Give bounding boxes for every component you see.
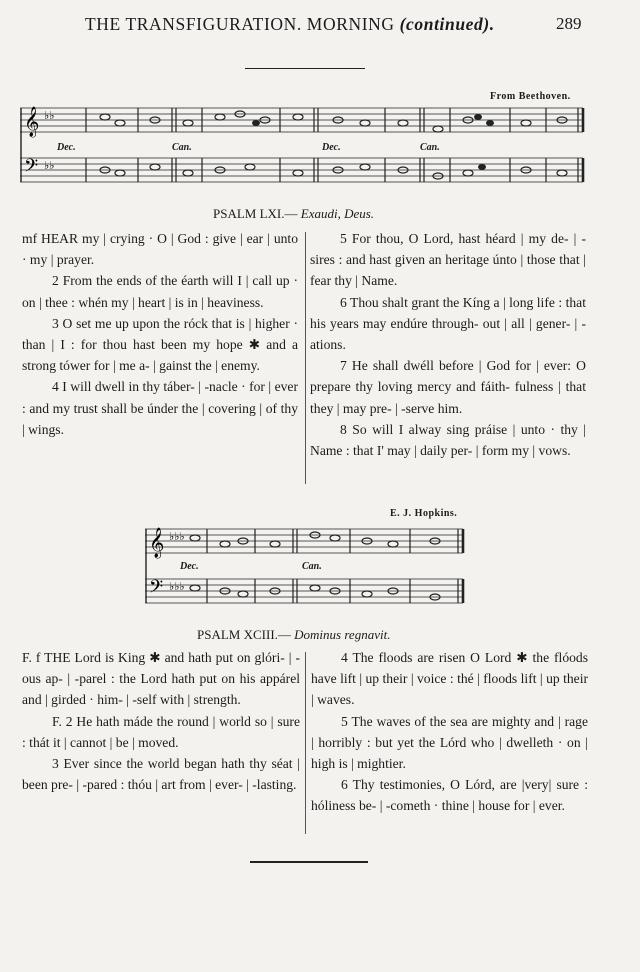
verse: 6 Thy testimonies, O Lórd, are |very| sure : hóliness be- | -cometh · thine | house for | ever. — [311, 777, 588, 814]
header-rule — [245, 68, 365, 69]
chant1-label-3: Dec. — [322, 142, 341, 153]
psalm61-left-column — [22, 228, 298, 440]
verse: 7 He shall dwéll before | God for | ever: O prepare thy loving mercy and fáith- fulness | that they | may pre- | -serve him. — [310, 358, 586, 416]
svg-text:♭♭♭: ♭♭♭ — [169, 530, 185, 543]
verse: F. 2 He hath máde the round | world so | sure : thát it | cannot | be | moved. — [22, 713, 300, 750]
verse: 3 O set me up upon the róck that is | higher · than | I : for thou hast been my hope ✱ and a strong tówer for | me a- | gainst the | enemy. — [22, 315, 298, 374]
chant1-label-4: Can. — [420, 142, 440, 153]
running-header: THE TRANSFIGURATION. MORNING (continued). — [85, 14, 495, 34]
svg-text:♭♭: ♭♭ — [44, 109, 55, 122]
psalm93-left-column — [22, 647, 300, 795]
chant2-label-1: Dec. — [180, 561, 199, 572]
page-number: 289 — [556, 14, 582, 33]
verse: 4 The floods are risen O Lord ✱ the flóods have lift | up their | voice : thé | floods lift | up their | waves. — [311, 650, 588, 708]
svg-text:♭♭: ♭♭ — [44, 159, 55, 172]
svg-text:𝄢: 𝄢 — [24, 156, 39, 181]
svg-text:𝄞: 𝄞 — [24, 107, 40, 137]
chant2-attribution: E. J. Hopkins. — [390, 508, 458, 519]
verse: 4 I will dwell in thy táber- | -nacle · for | ever : and my trust shall be únder the | covering | of thy | wings. — [22, 379, 298, 437]
verse: mf HEAR my | crying · O | God : give | ear | unto · my | prayer. — [22, 231, 298, 268]
chant1-label-1: Dec. — [57, 142, 76, 153]
chant1-score — [20, 103, 586, 195]
psalm93-title: PSALM XCIII.— Dominus regnavit. — [197, 627, 391, 642]
chant2-label-2: Can. — [302, 561, 322, 572]
psalm93-right-column — [311, 647, 588, 817]
verse: 2 From the ends of the éarth will I | call up · on | thee : whén my | heart | is in | heaviness. — [22, 273, 298, 310]
psalm61-right-column — [310, 228, 586, 461]
verse: 3 Ever since the world began hath thy séat | been pre- | -pared : thóu | art from | ever- | -lasting. — [22, 756, 300, 793]
verse: 5 For thou, O Lord, hast héard | my de- | -sires : and hast given an heritage únto | those that | fear thy | Name. — [310, 231, 586, 289]
svg-text:♭♭♭: ♭♭♭ — [169, 580, 185, 593]
column-divider — [305, 232, 306, 484]
verse: 6 Thou shalt grant the Kíng a | long life : that his years may endúre through- out | all | gener- | -ations. — [310, 294, 586, 353]
verse: 8 So will I alway sing práise | unto · thy | Name : that I' may | daily per- | form my | vows. — [310, 421, 586, 459]
svg-text:𝄞: 𝄞 — [149, 528, 165, 558]
verse: 5 The waves of the sea are mighty and | rage | horribly : but yet the Lórd who | dwelleth · on | high is | mightier. — [311, 713, 588, 772]
column-divider — [305, 652, 306, 834]
svg-text:𝄢: 𝄢 — [149, 577, 164, 602]
verse: F. f THE Lord is King ✱ and hath put on glóri- | -ous ap- | -parel : the Lord hath put on his appárel and | girded · him- | -self with | strength. — [22, 650, 300, 708]
psalm61-title: PSALM LXI.— Exaudi, Deus. — [213, 206, 375, 221]
footer-rule — [250, 861, 368, 863]
chant1-label-2: Can. — [172, 142, 192, 153]
chant1-attribution: From Beethoven. — [490, 91, 571, 102]
